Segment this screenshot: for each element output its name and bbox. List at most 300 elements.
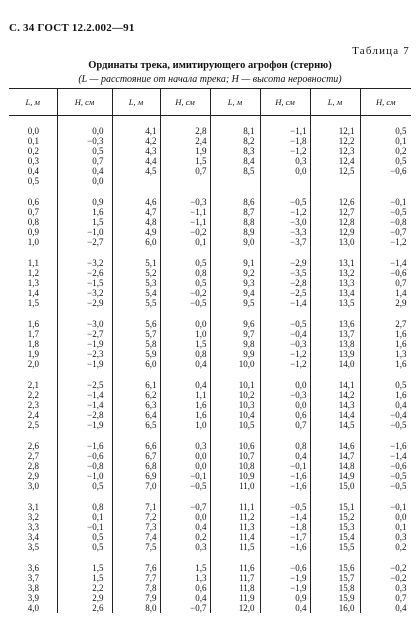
cell-value: −0,7 xyxy=(190,502,207,512)
cell-value: −1,4 xyxy=(290,512,307,522)
table-cell xyxy=(361,573,412,583)
row-group xyxy=(113,441,160,491)
table-cell xyxy=(361,512,412,522)
table-cell xyxy=(161,166,210,176)
table-cell xyxy=(261,502,310,512)
cell-value: 3,6 xyxy=(27,563,39,573)
table-cell xyxy=(211,583,260,593)
cell-value: 2,2 xyxy=(27,390,39,400)
table-cell xyxy=(113,146,160,156)
table-cell xyxy=(361,603,412,613)
table-cell xyxy=(261,380,310,390)
cell-value: 6,8 xyxy=(145,461,157,471)
row-group xyxy=(58,441,112,491)
table-title: Ординаты трека, имитирующего агрофон (стерню) xyxy=(88,60,332,71)
table-cell xyxy=(211,451,260,461)
cell-value: 16,0 xyxy=(338,603,355,613)
cell-value: 9,1 xyxy=(243,258,255,268)
row-group xyxy=(113,380,160,430)
cell-value: −3,2 xyxy=(87,258,104,268)
cell-value: 11,7 xyxy=(239,573,255,583)
cell-value: 11,6 xyxy=(239,563,255,573)
row-group xyxy=(311,126,360,186)
table-cell xyxy=(311,583,360,593)
cell-value: 13,0 xyxy=(338,237,355,247)
cell-value: 5,8 xyxy=(145,339,157,349)
table-cell xyxy=(211,380,260,390)
row-group xyxy=(58,258,112,308)
cell-value: 11,8 xyxy=(239,583,255,593)
table-cell xyxy=(113,451,160,461)
table-cell xyxy=(261,359,310,369)
row-group xyxy=(113,258,160,308)
table-cell xyxy=(261,542,310,552)
table-cell xyxy=(9,166,57,176)
table-cell xyxy=(161,268,210,278)
cell-value: 4,5 xyxy=(145,166,157,176)
table-cell xyxy=(261,573,310,583)
cell-value: 13,3 xyxy=(338,278,355,288)
cell-value: 0,2 xyxy=(395,542,407,552)
cell-value: 1,3 xyxy=(195,573,207,583)
cell-value: 12,3 xyxy=(338,146,355,156)
cell-value: 12,9 xyxy=(338,227,355,237)
cell-value: 14,9 xyxy=(338,471,355,481)
cell-value: −2,5 xyxy=(87,380,104,390)
cell-value: 6,1 xyxy=(145,380,157,390)
table-header-row xyxy=(9,89,411,116)
row-group xyxy=(211,126,260,186)
data-table xyxy=(9,88,411,613)
cell-value: 1,6 xyxy=(395,390,407,400)
row-group xyxy=(211,380,260,430)
cell-value: 1,9 xyxy=(195,146,207,156)
table-cell xyxy=(361,532,412,542)
cell-value: −0,2 xyxy=(190,227,207,237)
table-cell xyxy=(113,471,160,481)
table-cell xyxy=(311,573,360,583)
row-group xyxy=(311,197,360,247)
cell-value: 15,8 xyxy=(338,583,355,593)
cell-value: 14,1 xyxy=(338,380,355,390)
table-cell xyxy=(261,176,310,186)
cell-value: 11,2 xyxy=(239,512,255,522)
cell-value: 0,9 xyxy=(27,227,39,237)
table-cell xyxy=(161,329,210,339)
table-cell xyxy=(9,156,57,166)
table-cell xyxy=(113,420,160,430)
cell-value: 2,2 xyxy=(92,583,104,593)
cell-value: 7,8 xyxy=(145,583,157,593)
table-cell xyxy=(161,197,210,207)
table-cell xyxy=(9,461,57,471)
table-cell xyxy=(361,349,412,359)
table-cell xyxy=(361,227,412,237)
table-cell xyxy=(311,207,360,217)
table-cell xyxy=(9,146,57,156)
cell-value: 2,3 xyxy=(27,400,39,410)
table-cell xyxy=(58,420,112,430)
table-cell xyxy=(261,217,310,227)
table-cell xyxy=(9,583,57,593)
row-group xyxy=(311,502,360,552)
table-cell xyxy=(261,400,310,410)
table-cell xyxy=(211,400,260,410)
cell-value: 10,9 xyxy=(238,471,255,481)
table-cell xyxy=(211,441,260,451)
table-cell xyxy=(361,329,412,339)
row-group xyxy=(361,380,412,430)
row-group xyxy=(9,502,57,552)
table-cell xyxy=(58,461,112,471)
cell-value: 11,3 xyxy=(239,522,255,532)
table-cell xyxy=(161,390,210,400)
cell-value: 5,3 xyxy=(145,278,157,288)
cell-value: 0,1 xyxy=(195,237,207,247)
table-cell xyxy=(361,146,412,156)
row-group xyxy=(361,126,412,186)
table-cell xyxy=(161,542,210,552)
table-cell xyxy=(361,258,412,268)
table-cell xyxy=(9,197,57,207)
cell-value: −1,9 xyxy=(87,339,104,349)
cell-value: 14,8 xyxy=(338,461,355,471)
cell-value: 15,0 xyxy=(338,481,355,491)
table-cell xyxy=(311,126,360,136)
table-cell xyxy=(261,237,310,247)
table-cell xyxy=(211,339,260,349)
table-cell xyxy=(211,329,260,339)
table-cell xyxy=(9,563,57,573)
table-cell xyxy=(58,126,112,136)
cell-value: 4,0 xyxy=(27,603,39,613)
row-group xyxy=(9,319,57,369)
cell-value: 11,5 xyxy=(239,542,255,552)
row-group xyxy=(261,380,310,430)
table-cell xyxy=(361,298,412,308)
table-cell xyxy=(9,532,57,542)
table-cell xyxy=(161,512,210,522)
cell-value: −1,0 xyxy=(87,471,104,481)
cell-value: 9,0 xyxy=(243,237,255,247)
table-cell xyxy=(261,146,310,156)
table-cell xyxy=(261,339,310,349)
cell-value: −2,9 xyxy=(87,298,104,308)
cell-value: 0,4 xyxy=(92,166,104,176)
cell-value: 15,2 xyxy=(338,512,355,522)
cell-value: −1,4 xyxy=(87,390,104,400)
cell-value: −0,5 xyxy=(190,298,207,308)
cell-value: −1,2 xyxy=(290,146,307,156)
table-cell xyxy=(311,481,360,491)
cell-value: 0,0 xyxy=(27,126,39,136)
table-cell xyxy=(211,288,260,298)
table-cell xyxy=(58,471,112,481)
cell-value: 11,1 xyxy=(239,502,255,512)
table-cell xyxy=(9,471,57,481)
table-cell xyxy=(361,390,412,400)
cell-value: 1,5 xyxy=(92,217,104,227)
row-group xyxy=(58,380,112,430)
cell-value: 0,4 xyxy=(295,603,307,613)
cell-value: 6,5 xyxy=(145,420,157,430)
cell-value: 0,0 xyxy=(92,176,104,186)
cell-value: 9,3 xyxy=(243,278,255,288)
cell-value: 12,6 xyxy=(338,197,355,207)
cell-value: 1,3 xyxy=(395,349,407,359)
cell-value: −1,6 xyxy=(290,471,307,481)
table-cell xyxy=(161,156,210,166)
table-cell xyxy=(211,481,260,491)
cell-value: 6,9 xyxy=(145,471,157,481)
table-cell xyxy=(161,441,210,451)
table-cell xyxy=(261,603,310,613)
cell-value: 12,4 xyxy=(338,156,355,166)
column-header: H, см xyxy=(160,89,210,116)
cell-value: 1,5 xyxy=(195,339,207,349)
cell-value: 10,7 xyxy=(238,451,255,461)
cell-value: 1,0 xyxy=(195,420,207,430)
cell-value: 2,4 xyxy=(27,410,39,420)
cell-value: 10,3 xyxy=(238,400,255,410)
table-cell xyxy=(58,451,112,461)
table-body-row xyxy=(9,116,411,614)
cell-value: −1,8 xyxy=(290,136,307,146)
cell-value: 13,6 xyxy=(338,319,355,329)
row-group xyxy=(261,197,310,247)
table-cell xyxy=(58,481,112,491)
cell-value: 8,2 xyxy=(243,136,255,146)
table-cell xyxy=(261,532,310,542)
cell-value: 10,6 xyxy=(238,441,255,451)
table-cell xyxy=(311,319,360,329)
cell-value: 10,1 xyxy=(238,380,255,390)
cell-value: −0,3 xyxy=(290,339,307,349)
table-cell xyxy=(211,207,260,217)
table-cell xyxy=(311,288,360,298)
cell-value: −0,6 xyxy=(87,451,104,461)
table-cell xyxy=(211,359,260,369)
table-cell xyxy=(58,502,112,512)
cell-value: −1,9 xyxy=(290,573,307,583)
row-group xyxy=(261,258,310,308)
table-cell xyxy=(9,278,57,288)
table-cell xyxy=(58,329,112,339)
table-cell xyxy=(58,268,112,278)
cell-value: −2,5 xyxy=(290,288,307,298)
row-group xyxy=(311,441,360,491)
table-cell xyxy=(211,532,260,542)
table-cell xyxy=(113,583,160,593)
cell-value: 9,9 xyxy=(243,349,255,359)
table-cell xyxy=(113,258,160,268)
cell-value: 0,0 xyxy=(295,166,307,176)
cell-value: 9,4 xyxy=(243,288,255,298)
cell-value: 0,0 xyxy=(195,461,207,471)
table-cell xyxy=(161,359,210,369)
table-cell xyxy=(261,126,310,136)
table-cell xyxy=(211,593,260,603)
table-cell xyxy=(58,258,112,268)
table-cell xyxy=(9,380,57,390)
row-group xyxy=(261,563,310,613)
table-cell xyxy=(211,217,260,227)
table-cell xyxy=(261,329,310,339)
table-cell xyxy=(113,380,160,390)
table-cell xyxy=(9,227,57,237)
cell-value: 9,8 xyxy=(243,339,255,349)
row-group xyxy=(9,441,57,491)
cell-value: 15,7 xyxy=(338,573,355,583)
table-cell xyxy=(161,583,210,593)
column-header: H, см xyxy=(260,89,310,116)
table-cell xyxy=(9,329,57,339)
cell-value: 2,5 xyxy=(27,420,39,430)
cell-value: 14,3 xyxy=(338,400,355,410)
cell-value: 12,7 xyxy=(338,207,355,217)
row-group xyxy=(361,197,412,247)
table-cell xyxy=(311,278,360,288)
cell-value: 3,2 xyxy=(27,512,39,522)
cell-value: −0,6 xyxy=(390,268,407,278)
cell-value: 3,1 xyxy=(27,502,39,512)
row-group xyxy=(261,502,310,552)
table-cell xyxy=(9,603,57,613)
cell-value: 1,3 xyxy=(27,278,39,288)
cell-value: 2,6 xyxy=(92,603,104,613)
cell-value: 8,1 xyxy=(243,126,255,136)
page-header: С. 34 ГОСТ 12.2.002—91 xyxy=(9,22,135,34)
table-cell xyxy=(58,237,112,247)
cell-value: −2,3 xyxy=(87,349,104,359)
row-group xyxy=(361,502,412,552)
table-cell xyxy=(58,410,112,420)
table-cell xyxy=(113,136,160,146)
cell-value: −1,1 xyxy=(190,207,207,217)
cell-value: 2,7 xyxy=(395,319,407,329)
cell-value: 12,1 xyxy=(338,126,355,136)
table-cell xyxy=(161,471,210,481)
table-cell xyxy=(311,451,360,461)
cell-value: 1,5 xyxy=(195,563,207,573)
table-cell xyxy=(311,227,360,237)
row-group xyxy=(211,441,260,491)
cell-value: 1,4 xyxy=(395,288,407,298)
cell-value: 1,1 xyxy=(27,258,39,268)
cell-value: −1,6 xyxy=(390,441,407,451)
table-cell xyxy=(9,420,57,430)
table-cell xyxy=(361,176,412,186)
cell-value: −0,6 xyxy=(390,166,407,176)
cell-value: 1,7 xyxy=(27,329,39,339)
cell-value: 15,3 xyxy=(338,522,355,532)
table-cell xyxy=(311,166,360,176)
table-cell xyxy=(361,593,412,603)
table-cell xyxy=(9,298,57,308)
table-cell xyxy=(113,126,160,136)
cell-value: 0,1 xyxy=(395,136,407,146)
cell-value: −2,8 xyxy=(290,278,307,288)
row-group xyxy=(361,441,412,491)
cell-value: 0,6 xyxy=(295,410,307,420)
cell-value: 5,7 xyxy=(145,329,157,339)
cell-value: 1,9 xyxy=(27,349,39,359)
table-cell xyxy=(311,349,360,359)
table-cell xyxy=(261,278,310,288)
table-cell xyxy=(361,542,412,552)
row-group xyxy=(261,441,310,491)
cell-value: 0,3 xyxy=(395,532,407,542)
table-cell xyxy=(9,319,57,329)
cell-value: 2,1 xyxy=(27,380,39,390)
table-cell xyxy=(161,217,210,227)
cell-value: 1,6 xyxy=(195,400,207,410)
table-cell xyxy=(113,481,160,491)
table-cell xyxy=(113,542,160,552)
cell-value: 0,4 xyxy=(195,359,207,369)
table-cell xyxy=(161,176,210,186)
cell-value: 1,5 xyxy=(92,573,104,583)
cell-value: −1,2 xyxy=(290,207,307,217)
table-cell xyxy=(361,451,412,461)
cell-value: 0,0 xyxy=(195,319,207,329)
cell-value: 1,0 xyxy=(195,329,207,339)
table-cell xyxy=(211,471,260,481)
table-cell xyxy=(261,522,310,532)
table-cell xyxy=(161,502,210,512)
cell-value: 0,7 xyxy=(92,156,104,166)
row-group xyxy=(161,258,210,308)
cell-value: 8,4 xyxy=(243,156,255,166)
table-cell xyxy=(9,288,57,298)
cell-value: 6,4 xyxy=(145,410,157,420)
row-group xyxy=(261,126,310,186)
cell-value: −0,7 xyxy=(190,603,207,613)
cell-value: 0,5 xyxy=(395,126,407,136)
cell-value: 0,2 xyxy=(395,146,407,156)
table-column xyxy=(57,116,112,614)
cell-value: −3,0 xyxy=(87,319,104,329)
table-column xyxy=(360,116,411,614)
table-cell xyxy=(113,563,160,573)
cell-value: 1,5 xyxy=(195,156,207,166)
cell-value: 1,1 xyxy=(195,390,207,400)
table-cell xyxy=(113,298,160,308)
table-cell xyxy=(58,532,112,542)
cell-value: −2,9 xyxy=(290,258,307,268)
table-cell xyxy=(311,563,360,573)
table-cell xyxy=(113,593,160,603)
row-group xyxy=(113,502,160,552)
cell-value: 5,6 xyxy=(145,319,157,329)
table-cell xyxy=(113,522,160,532)
cell-value: 9,5 xyxy=(243,298,255,308)
cell-value: 0,1 xyxy=(92,512,104,522)
row-group xyxy=(211,319,260,369)
column-header: H, см xyxy=(360,89,411,116)
cell-value: 7,2 xyxy=(145,512,157,522)
table-cell xyxy=(9,502,57,512)
table-cell xyxy=(113,288,160,298)
cell-value: 2,6 xyxy=(27,441,39,451)
table-cell xyxy=(9,136,57,146)
table-cell xyxy=(211,410,260,420)
table-cell xyxy=(211,502,260,512)
table-cell xyxy=(311,339,360,349)
cell-value: −0,5 xyxy=(390,481,407,491)
cell-value: −3,5 xyxy=(290,268,307,278)
table-cell xyxy=(58,288,112,298)
